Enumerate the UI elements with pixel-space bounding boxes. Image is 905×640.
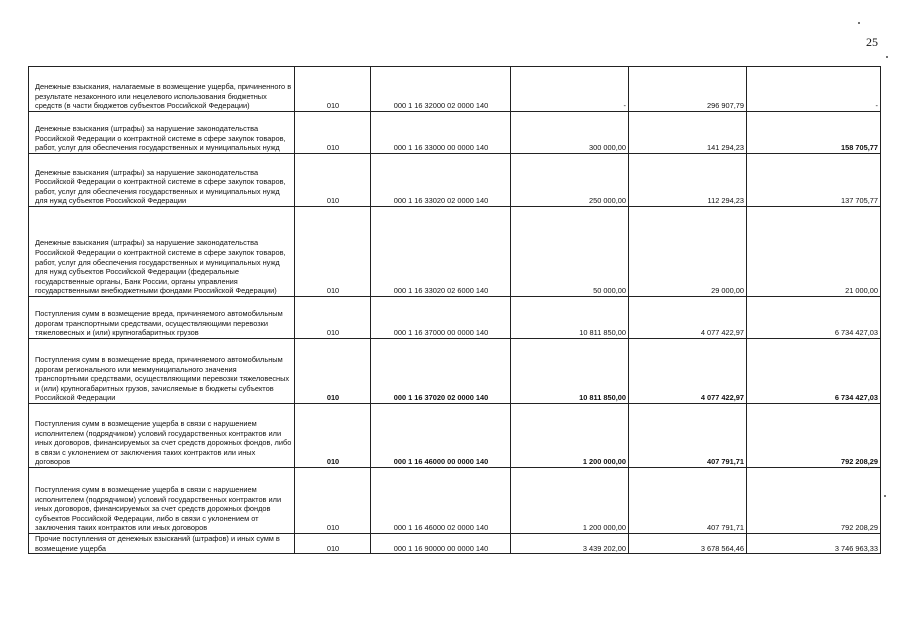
row-planned: 1 200 000,00	[511, 404, 629, 468]
row-kbk: 000 1 16 90000 00 0000 140	[371, 534, 511, 554]
row-kbk: 000 1 16 33020 02 6000 140	[371, 207, 511, 297]
row-planned: 1 200 000,00	[511, 468, 629, 534]
table-row	[29, 112, 881, 154]
row-code: 010	[295, 468, 371, 534]
row-name: Денежные взыскания (штрафы) за нарушение законодательства Российской Федерации о контрактной системе в сфере закупок товаров, работ, услуг для обеспечения государственных и муниципальных нужд для нужд субъектов Российской Федерации	[29, 154, 295, 207]
row-code: 010	[295, 297, 371, 339]
row-code: 010	[295, 404, 371, 468]
row-name: Поступления сумм в возмещение ущерба в связи с нарушением исполнителем (подрядчиком) условий государственных контрактов или иных договоров, финансируемых за счет средств дорожных фондов, либо в связи с уклонением от заключения таких контрактов или иных договоров	[29, 404, 295, 468]
row-planned: 10 811 850,00	[511, 297, 629, 339]
row-planned: 3 439 202,00	[511, 534, 629, 554]
page-number: 25	[866, 35, 878, 49]
row-executed: 4 077 422,97	[629, 339, 747, 404]
row-code: 010	[295, 154, 371, 207]
row-remainder: 158 705,77	[747, 112, 881, 154]
row-name: Денежные взыскания (штрафы) за нарушение законодательства Российской Федерации о контрактной системе в сфере закупок товаров, работ, услуг для обеспечения государственных и муниципальных нужд	[29, 112, 295, 154]
table-row	[29, 468, 881, 534]
row-executed: 112 294,23	[629, 154, 747, 207]
table-row	[29, 154, 881, 207]
row-name: Денежные взыскания, налагаемые в возмещение ущерба, причиненного в результате незаконного или нецелевого использования бюджетных средств (в части бюджетов субъектов Российской Федерации)	[29, 67, 295, 112]
row-executed: 141 294,23	[629, 112, 747, 154]
row-executed: 29 000,00	[629, 207, 747, 297]
row-executed: 407 791,71	[629, 468, 747, 534]
row-kbk: 000 1 16 37020 02 0000 140	[371, 339, 511, 404]
table-row	[29, 339, 881, 404]
row-executed: 296 907,79	[629, 67, 747, 112]
row-code: 010	[295, 339, 371, 404]
scan-speck	[886, 56, 888, 58]
revenue-table	[28, 66, 881, 554]
row-executed: 3 678 564,46	[629, 534, 747, 554]
row-name: Прочие поступления от денежных взысканий (штрафов) и иных сумм в возмещение ущерба	[29, 534, 295, 554]
row-code: 010	[295, 534, 371, 554]
row-remainder: 137 705,77	[747, 154, 881, 207]
row-remainder: 792 208,29	[747, 404, 881, 468]
table-row	[29, 297, 881, 339]
row-planned: 250 000,00	[511, 154, 629, 207]
row-code: 010	[295, 207, 371, 297]
table-row	[29, 207, 881, 297]
row-executed: 407 791,71	[629, 404, 747, 468]
row-kbk: 000 1 16 33000 00 0000 140	[371, 112, 511, 154]
row-remainder: 792 208,29	[747, 468, 881, 534]
table-row	[29, 404, 881, 468]
table-row	[29, 67, 881, 112]
row-planned: -	[511, 67, 629, 112]
row-name: Поступления сумм в возмещение вреда, причиняемого автомобильным дорогам транспортными средствами, осуществляющими перевозки тяжеловесных и (или) крупногабаритных грузов	[29, 297, 295, 339]
row-planned: 50 000,00	[511, 207, 629, 297]
row-remainder: 6 734 427,03	[747, 297, 881, 339]
row-code: 010	[295, 67, 371, 112]
row-kbk: 000 1 16 33020 02 0000 140	[371, 154, 511, 207]
row-planned: 10 811 850,00	[511, 339, 629, 404]
row-remainder: 3 746 963,33	[747, 534, 881, 554]
scan-speck	[884, 495, 886, 497]
row-executed: 4 077 422,97	[629, 297, 747, 339]
row-kbk: 000 1 16 37000 00 0000 140	[371, 297, 511, 339]
row-name: Поступления сумм в возмещение ущерба в связи с нарушением исполнителем (подрядчиком) условий государственных контрактов или иных договоров, финансируемых за счет средств дорожных фондов субъектов Российской Федерации, либо в связи с уклонением от заключения таких контрактов или иных договоров	[29, 468, 295, 534]
row-kbk: 000 1 16 46000 00 0000 140	[371, 404, 511, 468]
row-remainder: 21 000,00	[747, 207, 881, 297]
table-row	[29, 534, 881, 554]
row-kbk: 000 1 16 46000 02 0000 140	[371, 468, 511, 534]
row-code: 010	[295, 112, 371, 154]
row-kbk: 000 1 16 32000 02 0000 140	[371, 67, 511, 112]
row-remainder: 6 734 427,03	[747, 339, 881, 404]
row-planned: 300 000,00	[511, 112, 629, 154]
row-name: Поступления сумм в возмещение вреда, причиняемого автомобильным дорогам регионального или межмуниципального значения транспортными средствами, осуществляющими перевозки тяжеловесных и (или) крупногабаритных грузов, зачисляемые в бюджеты субъектов Российской Федерации	[29, 339, 295, 404]
row-remainder: -	[747, 67, 881, 112]
scan-speck	[858, 22, 860, 24]
row-name: Денежные взыскания (штрафы) за нарушение законодательства Российской Федерации о контрактной системе в сфере закупок товаров, работ, услуг для обеспечения государственных и муниципальных нужд для нужд субъектов Российской Федерации (федеральные государственные органы, Банк России, органы управления государственными внебюджетными фондами Российской Федерации)	[29, 207, 295, 297]
